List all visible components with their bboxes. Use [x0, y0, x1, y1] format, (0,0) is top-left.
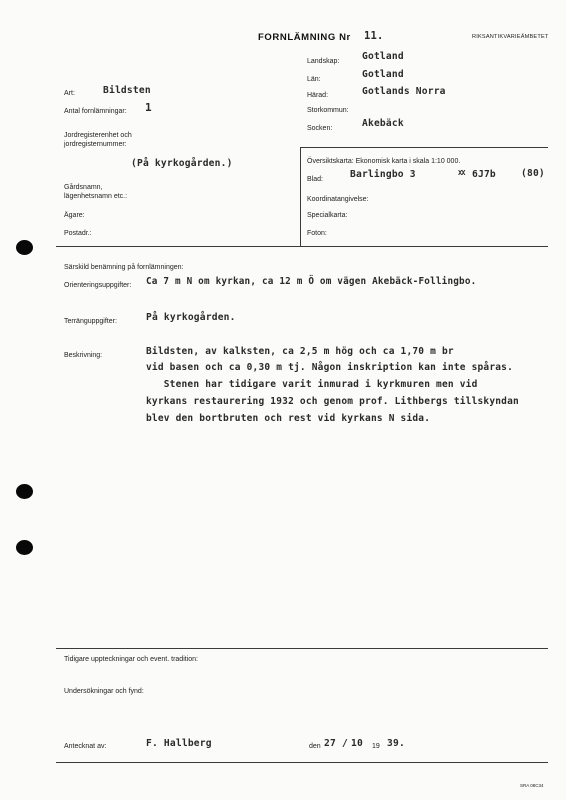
- beskr-line: Stenen har tidigare varit inmurad i kyrkmuren men vid: [146, 379, 478, 390]
- date-month: 10: [351, 738, 363, 749]
- lan-value: Gotland: [362, 69, 404, 80]
- punch-hole: [16, 240, 33, 255]
- orient-value: Ca 7 m N om kyrkan, ca 12 m Ö om vägen Akebäck-Follingbo.: [146, 276, 477, 287]
- beskr-line: kyrkans restaurering 1932 och genom prof. Lithbergs tillskyndan: [146, 396, 519, 407]
- postadr-label: Postadr.:: [64, 230, 92, 237]
- art-value: Bildsten: [103, 85, 151, 96]
- form-title: FORNLÄMNING Nr: [258, 32, 351, 43]
- beskr-line: vid basen och ca 0,30 m tj. Någon inskription kan inte spåras.: [146, 362, 514, 373]
- foton-label: Foton:: [307, 230, 327, 237]
- terrang-label: Terränguppgifter:: [64, 318, 117, 325]
- gard-label-2: lägenhetsnamn etc.:: [64, 193, 128, 200]
- jordreg-label-1: Jordregisterenhet och: [64, 132, 132, 139]
- gard-label-1: Gårdsnamn,: [64, 184, 103, 191]
- form-number: 11.: [364, 30, 384, 42]
- koord-label: Koordinatangivelse:: [307, 196, 369, 203]
- beskr-label: Beskrivning:: [64, 352, 103, 359]
- socken-label: Socken:: [307, 125, 333, 132]
- agare-label: Ägare:: [64, 212, 85, 219]
- special-label: Specialkarta:: [307, 212, 348, 219]
- map-box-top-line: [300, 147, 548, 148]
- socken-value: Akebäck: [362, 118, 404, 129]
- blad-label: Blad:: [307, 176, 323, 183]
- storkommun-label: Storkommun:: [307, 107, 349, 114]
- undersok-label: Undersökningar och fynd:: [64, 688, 144, 695]
- tidigare-label: Tidigare uppteckningar och event. tradition:: [64, 656, 198, 663]
- date-separator: /: [342, 738, 348, 749]
- oversikt-label: Översiktskarta: Ekonomisk karta i skala 1:10 000.: [307, 158, 461, 165]
- blad-strikeout: XX: [458, 169, 465, 177]
- beskr-line: blev den bortbruten och rest vid kyrkans N sida.: [146, 413, 431, 424]
- blad-code: 6J7b: [472, 169, 496, 180]
- punch-hole: [16, 540, 33, 555]
- landskap-label: Landskap:: [307, 58, 340, 65]
- antecknat-label: Antecknat av:: [64, 743, 107, 750]
- harad-label: Härad:: [307, 92, 329, 99]
- landskap-value: Gotland: [362, 51, 404, 62]
- date-year: 39.: [387, 738, 405, 749]
- date-century: 19: [372, 743, 380, 750]
- punch-hole: [16, 484, 33, 499]
- date-day: 27: [324, 738, 336, 749]
- footer-bottom-line: [56, 762, 548, 763]
- lan-label: Län:: [307, 76, 321, 83]
- jordreg-label-2: jordregisternummer:: [64, 141, 127, 148]
- jordreg-value: (På kyrkogården.): [131, 158, 233, 169]
- art-label: Art:: [64, 90, 75, 97]
- orient-label: Orienteringsuppgifter:: [64, 282, 132, 289]
- blad-value: Barlingbo 3: [350, 169, 416, 180]
- map-box-divider: [300, 147, 301, 246]
- section-divider-top: [56, 246, 548, 247]
- terrang-value: På kyrkogården.: [146, 312, 236, 323]
- blad-number: (80): [521, 168, 545, 179]
- sarskild-label: Särskild benämning på fornlämningen:: [64, 264, 184, 271]
- form-code: SRA 08C34: [520, 783, 544, 788]
- agency-name: RIKSANTIKVARIEÄMBETET: [472, 34, 549, 40]
- beskr-line: Bildsten, av kalksten, ca 2,5 m hög och ca 1,70 m br: [146, 346, 454, 357]
- harad-value: Gotlands Norra: [362, 86, 446, 97]
- den-label: den: [309, 743, 321, 750]
- antal-label: Antal fornlämningar:: [64, 108, 127, 115]
- antal-value: 1: [145, 101, 152, 114]
- section-divider-bottom: [56, 648, 548, 649]
- antecknat-value: F. Hallberg: [146, 738, 212, 749]
